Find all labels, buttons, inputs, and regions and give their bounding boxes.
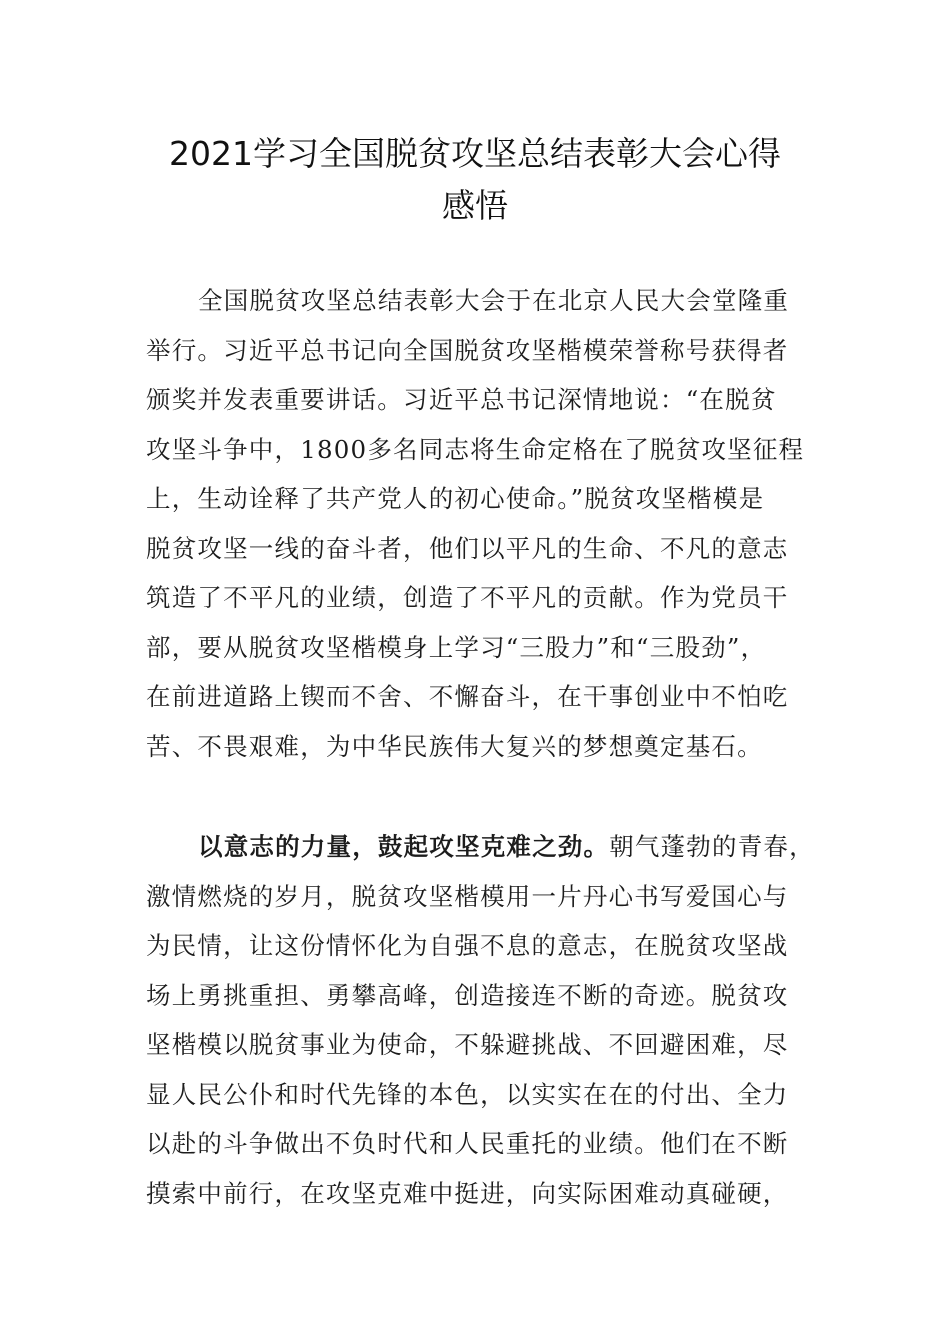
paragraph-line: 激情燃烧的岁月，脱贫攻坚楷模用一片丹心书写爱国心与 xyxy=(146,881,789,911)
paragraph-line: 在前进道路上锲而不舍、不懈奋斗，在干事创业中不怕吃 xyxy=(146,682,789,711)
paragraph-line: 以赴的斗争做出不负时代和人民重托的业绩。他们在不断 xyxy=(146,1129,789,1158)
title-line-1: 2021学习全国脱贫攻坚总结表彰大会心得 xyxy=(169,134,781,173)
paragraph-line: 为民情，让这份情怀化为自强不息的意志，在脱贫攻坚战 xyxy=(146,931,789,960)
paragraph-heading: 以意志的力量，鼓起攻坚克难之劲。 xyxy=(198,832,610,861)
paragraph-line: 颁奖并发表重要讲话。习近平总书记深情地说：“在脱贫 xyxy=(146,385,777,414)
paragraph-line: 显人民公仆和时代先锋的本色，以实实在在的付出、全力 xyxy=(146,1079,789,1109)
paragraph-2 xyxy=(146,822,815,1218)
page-title xyxy=(100,128,850,232)
paragraph-first-line xyxy=(146,822,815,872)
paragraph-line: 脱贫攻坚一线的奋斗者，他们以平凡的生命、不凡的意志 xyxy=(146,533,789,563)
paragraph-first-line-rest: 朝气蓬勃的青春， xyxy=(609,832,815,861)
paragraph-line: 坚楷模以脱贫事业为使命，不躲避挑战、不回避困难，尽 xyxy=(146,1030,789,1059)
paragraph-line: 攻坚斗争中，1800多名同志将生命定格在了脱贫攻坚征程 xyxy=(146,434,805,464)
paragraph-line: 苦、不畏艰难，为中华民族伟大复兴的梦想奠定基石。 xyxy=(146,731,763,761)
paragraph-line: 上，生动诠释了共产党人的初心使命。”脱贫攻坚楷模是 xyxy=(146,484,765,513)
paragraph-line: 摸索中前行，在攻坚克难中挺进，向实际困难动真碰硬， xyxy=(146,1178,789,1208)
paragraph-1 xyxy=(146,276,805,771)
paragraph-line: 举行。习近平总书记向全国脱贫攻坚楷模荣誉称号获得者 xyxy=(146,335,789,365)
paragraph-line: 部，要从脱贫攻坚楷模身上学习“三股力”和“三股劲”， xyxy=(146,632,767,662)
title-line-2: 感悟 xyxy=(442,186,508,225)
paragraph-line: 场上勇挑重担、勇攀高峰，创造接连不断的奇迹。脱贫攻 xyxy=(146,980,789,1010)
paragraph-line: 全国脱贫攻坚总结表彰大会于在北京人民大会堂隆重 xyxy=(198,286,790,315)
paragraph-line: 筑造了不平凡的业绩，创造了不平凡的贡献。作为党员干 xyxy=(146,583,789,612)
